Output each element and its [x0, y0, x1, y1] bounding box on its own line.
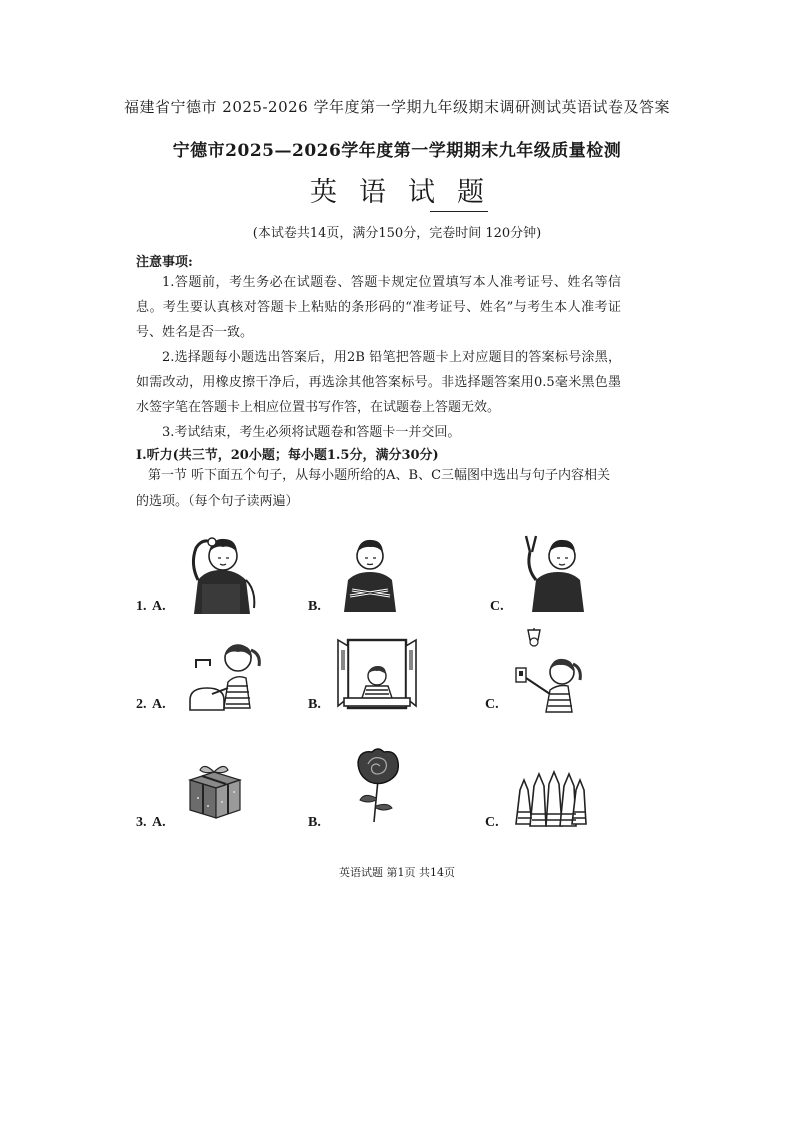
option-label-1b: B.: [308, 599, 321, 614]
document-heading: 福建省宁德市 2025-2026 学年度第一学期九年级期末调研测试英语试卷及答案: [124, 98, 670, 116]
option-label-3c: C.: [485, 815, 499, 830]
question-number-2: 2.: [136, 697, 147, 712]
girl-light-switch-icon: [512, 628, 584, 712]
option-label-2c: C.: [485, 697, 499, 712]
question-number-1: 1.: [136, 599, 147, 614]
part-description: 第一节 听下面五个句子，从每小题所给的A、B、C三幅图中选出与句子内容相关的选项。（每个句子读两遍）: [136, 468, 611, 509]
boy-peace-sign-icon: [512, 530, 600, 612]
notice-item-3: 3.考试结束，考生必须将试题卷和答题卡一并交回。: [162, 425, 461, 440]
girl-at-window-icon: [336, 636, 418, 714]
notice-title: 注意事项:: [136, 255, 193, 270]
subject-title: 英语试题: [310, 177, 506, 208]
girl-washing-hands-icon: [188, 638, 268, 712]
option-label-3a: A.: [152, 815, 166, 830]
option-label-2b: B.: [308, 697, 321, 712]
crayons-icon: [512, 768, 588, 828]
question-number-3: 3.: [136, 815, 147, 830]
option-label-3b: B.: [308, 815, 321, 830]
rose-icon: [350, 746, 406, 822]
section-heading: Ⅰ.听力(共三节，20小题；每小题1.5分，满分30分): [136, 448, 439, 463]
exam-meta: (本试卷共14页，满分150分，完卷时间 120分钟): [252, 226, 542, 241]
option-label-1a: A.: [152, 599, 166, 614]
gift-box-icon: [186, 762, 244, 820]
option-label-1c: C.: [490, 599, 504, 614]
notice-item-1: 1.答题前，考生务必在试题卷、答题卡规定位置填写本人准考证号、姓名等信息。考生要认真核对答题卡上粘贴的条形码的“准考证号、姓名”与考生本人准考证号、姓名是否一致。: [136, 275, 621, 340]
exam-title: 宁德市2025—2026学年度第一学期期末九年级质量检测: [172, 141, 622, 161]
boy-arms-crossed-icon: [338, 534, 402, 612]
page-footer: 英语试题 第1页 共14页: [339, 866, 455, 879]
boy-scratching-head-icon: [176, 528, 266, 614]
notice-item-2: 2.选择题每小题选出答案后，用2B 铅笔把答题卡上对应题目的答案标号涂黑，如需改动，用橡皮擦干净后，再选涂其他答案标号。非选择题答案用0.5毫米黑色墨水签字笔在答题卡上相应位置书写作答，在试题卷上答题无效。: [136, 350, 621, 415]
option-label-2a: A.: [152, 697, 166, 712]
title-underline: [430, 211, 488, 212]
